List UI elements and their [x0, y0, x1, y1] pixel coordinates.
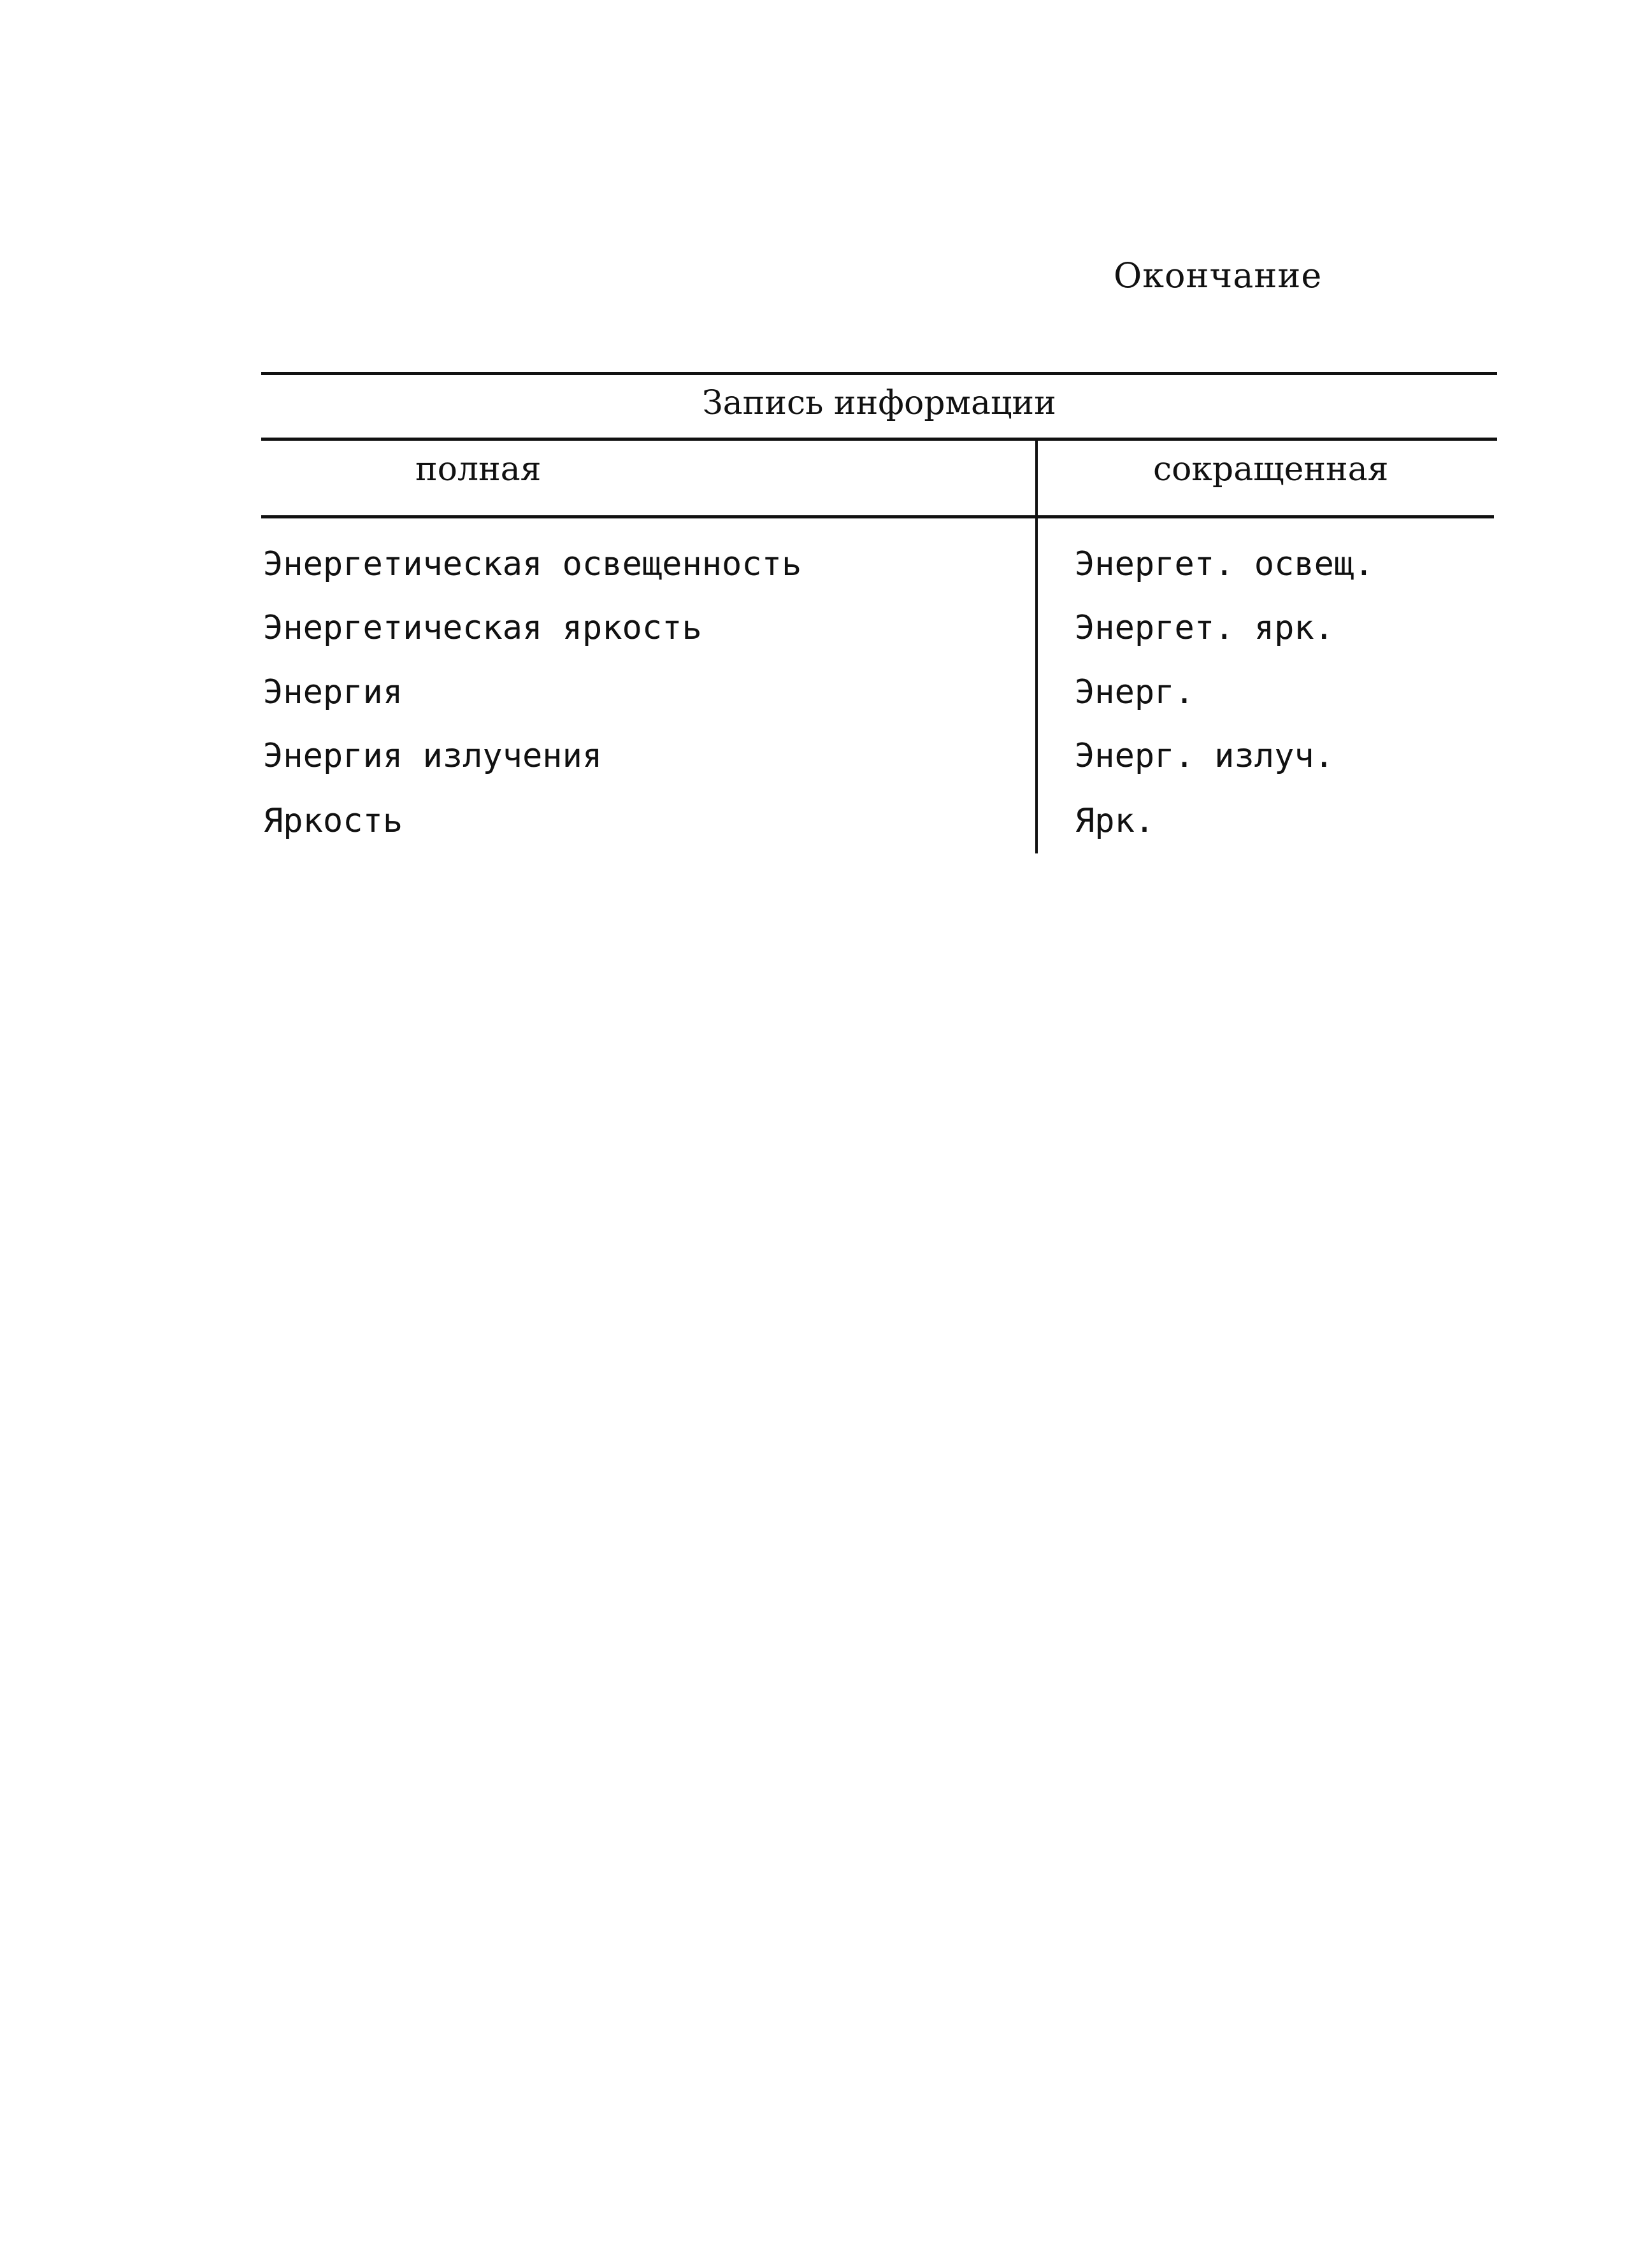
cell-short-term: Энергет. ярк.	[1075, 609, 1334, 647]
table-row	[0, 542, 1636, 606]
table-row	[0, 734, 1636, 797]
cell-short-term: Энерг.	[1075, 673, 1195, 711]
table-group-header: Запись информации	[702, 384, 1056, 422]
table-row	[0, 606, 1636, 669]
cell-short-term: Ярк.	[1075, 802, 1155, 840]
table-top-rule	[261, 372, 1497, 375]
column-header-full: полная	[415, 450, 542, 489]
table-row	[0, 670, 1636, 734]
cell-full-term: Энергия излучения	[263, 737, 603, 775]
cell-short-term: Энергет. освещ.	[1075, 545, 1374, 583]
cell-full-term: Энергетическая яркость	[263, 609, 702, 647]
cell-full-term: Энергетическая освещенность	[263, 545, 802, 583]
cell-full-term: Энергия	[263, 673, 403, 711]
continuation-label: Окончание	[1114, 255, 1323, 296]
cell-full-term: Яркость	[263, 802, 403, 840]
table-header-rule	[261, 438, 1497, 441]
cell-short-term: Энерг. излуч.	[1075, 737, 1334, 775]
column-header-short: сокращенная	[1153, 450, 1389, 489]
table-subheader-rule	[261, 515, 1494, 518]
table-row	[0, 799, 1636, 862]
